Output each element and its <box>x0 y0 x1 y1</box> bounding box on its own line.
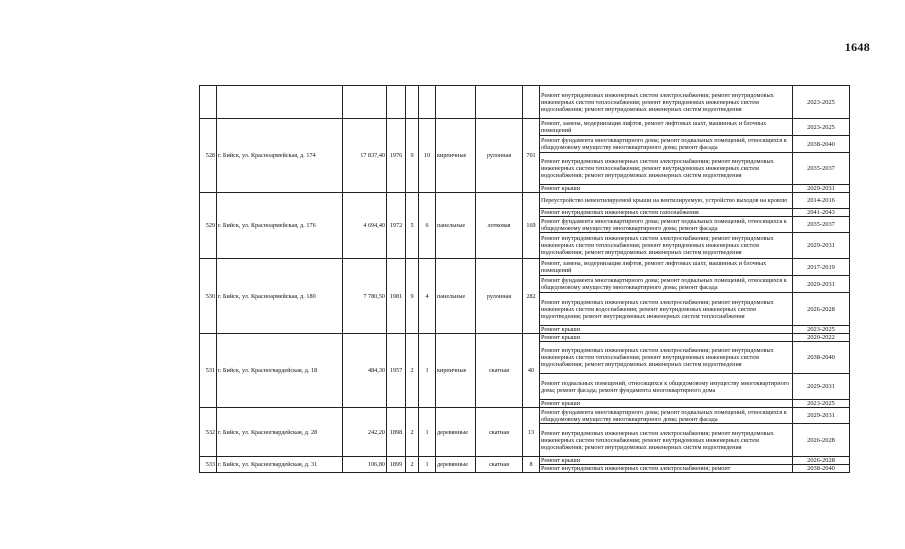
building-floors: 2 <box>406 334 419 408</box>
building-floors: 9 <box>406 259 419 334</box>
work-description: Ремонт крыши <box>540 334 793 342</box>
building-count: 282 <box>523 259 540 334</box>
table-row <box>200 119 850 136</box>
table-row <box>200 86 850 119</box>
building-entrances: 1 <box>419 334 436 408</box>
building-count: 701 <box>523 119 540 193</box>
work-description: Ремонт внутридомовых инженерных систем газоснабжения <box>540 209 793 217</box>
building-wall-material: кирпичные <box>436 119 476 193</box>
building-count: 169 <box>523 193 540 259</box>
work-description: Ремонт внутридомовых инженерных систем электроснабжения; ремонт внутридомовых инженерных систем теплоснабжения; ремонт внутридомовых инженерных систем водоснабжения; ремонт внутридомовых инженерных систем водоотведения <box>540 86 793 119</box>
work-years: 2029-2031 <box>793 408 850 424</box>
building-address: г. Бийск, ул. Красноармейская, д. 180 <box>217 259 343 334</box>
work-description: Ремонт внутридомовых инженерных систем электроснабжения; ремонт внутридомовых инженерных систем теплоснабжения; ремонт внутридомовых инженерных систем водоснабжения; ремонт внутридомовых инженерных систем водоотведения <box>540 233 793 259</box>
building-number: 531 <box>200 334 217 408</box>
building-roof-type: рулонная <box>476 259 523 334</box>
table-row <box>200 193 850 209</box>
work-description: Ремонт фундамента многоквартирного дома; ремонт подвальных помещений, относящихся к общедомовому имуществу многоквартирного дома; ремонт фасада <box>540 408 793 424</box>
work-description: Ремонт внутридомовых инженерных систем электроснабжения; ремонт внутридомовых инженерных систем теплоснабжения; ремонт внутридомовых инженерных систем водоснабжения; ремонт внутридомовых инженерных систем водоотведения <box>540 153 793 185</box>
work-years: 2026-2028 <box>793 293 850 326</box>
work-description: Ремонт, замена, модернизация лифтов, ремонт лифтовых шахт, машинных и блочных помещений <box>540 259 793 276</box>
table-row <box>200 408 850 424</box>
building-entrances: 4 <box>419 259 436 334</box>
building-count: 40 <box>523 334 540 408</box>
work-years: 2023-2025 <box>793 86 850 119</box>
page-number: 1648 <box>844 40 870 54</box>
empty-cell <box>200 86 217 119</box>
empty-cell <box>406 86 419 119</box>
building-wall-material: деревянные <box>436 408 476 457</box>
empty-cell <box>217 86 343 119</box>
building-year: 1899 <box>387 457 406 473</box>
building-floors: 9 <box>406 119 419 193</box>
work-years: 2038-2040 <box>793 465 850 473</box>
work-years: 2029-2031 <box>793 276 850 293</box>
capital-repair-table <box>199 85 850 473</box>
work-description: Ремонт фундамента многоквартирного дома; ремонт подвальных помещений, относящихся к общедомовому имуществу многоквартирного дома; ремонт фасада <box>540 136 793 153</box>
empty-cell <box>476 86 523 119</box>
building-number: 528 <box>200 119 217 193</box>
building-roof-type: скатная <box>476 334 523 408</box>
work-description: Ремонт внутридомовых инженерных систем электроснабжения; ремонт внутридомовых инженерных систем теплоснабжения; ремонт внутридомовых инженерных систем водоснабжения; ремонт внутридомовых инженерных систем водоотведения <box>540 342 793 374</box>
work-description: Ремонт крыши <box>540 400 793 408</box>
work-description: Ремонт внутридомовых инженерных систем электроснабжения; ремонт внутридомовых инженерных систем теплоснабжения; ремонт внутридомовых инженерных систем водоснабжения; ремонт внутридомовых инженерных систем водоотведения <box>540 424 793 457</box>
building-address: г. Бийск, ул. Красногвардейская, д. 18 <box>217 334 343 408</box>
building-wall-material: кирпичные <box>436 334 476 408</box>
empty-cell <box>343 86 387 119</box>
building-year: 1957 <box>387 334 406 408</box>
work-years: 2029-2031 <box>793 233 850 259</box>
building-area: 242,20 <box>343 408 387 457</box>
work-description: Ремонт фундамента многоквартирного дома; ремонт подвальных помещений, относящихся к общедомовому имуществу многоквартирного дома; ремонт фасада <box>540 217 793 233</box>
building-wall-material: деревянные <box>436 457 476 473</box>
building-area: 106,80 <box>343 457 387 473</box>
empty-cell <box>419 86 436 119</box>
work-description: Ремонт внутридомовых инженерных систем электроснабжения; ремонт внутридомовых инженерных систем водоснабжения; ремонт внутридомовых инженерных систем водоотведения; ремонт внутридомовых инженерных систем теплоснабжения <box>540 293 793 326</box>
building-count: 13 <box>523 408 540 457</box>
work-description: Ремонт, замена, модернизация лифтов, ремонт лифтовых шахт, машинных и блочных помещений <box>540 119 793 136</box>
building-roof-type: скатная <box>476 457 523 473</box>
building-wall-material: панельные <box>436 259 476 334</box>
building-number: 530 <box>200 259 217 334</box>
work-years: 2035-2037 <box>793 217 850 233</box>
work-years: 2023-2025 <box>793 119 850 136</box>
work-description: Ремонт крыши <box>540 457 793 465</box>
building-entrances: 6 <box>419 193 436 259</box>
building-entrances: 1 <box>419 408 436 457</box>
building-year: 1976 <box>387 119 406 193</box>
work-years: 2041-2043 <box>793 209 850 217</box>
building-address: г. Бийск, ул. Красногвардейская, д. 28 <box>217 408 343 457</box>
work-years: 2029-2031 <box>793 374 850 400</box>
empty-cell <box>523 86 540 119</box>
building-area: 7 780,50 <box>343 259 387 334</box>
work-years: 2023-2025 <box>793 326 850 334</box>
work-years: 2038-2040 <box>793 136 850 153</box>
building-number: 533 <box>200 457 217 473</box>
work-years: 2020-2022 <box>793 334 850 342</box>
empty-cell <box>436 86 476 119</box>
work-description: Ремонт фундамента многоквартирного дома; ремонт подвальных помещений, относящихся к общедомовому имуществу многоквартирного дома; ремонт фасада <box>540 276 793 293</box>
building-area: 484,30 <box>343 334 387 408</box>
building-number: 529 <box>200 193 217 259</box>
work-years: 2017-2019 <box>793 259 850 276</box>
table-row <box>200 334 850 342</box>
building-floors: 2 <box>406 457 419 473</box>
work-years: 2014-2016 <box>793 193 850 209</box>
building-number: 532 <box>200 408 217 457</box>
building-entrances: 1 <box>419 457 436 473</box>
building-area: 17 837,40 <box>343 119 387 193</box>
work-description: Ремонт крыши <box>540 326 793 334</box>
work-years: 2026-2028 <box>793 457 850 465</box>
building-floors: 2 <box>406 408 419 457</box>
work-years: 2038-2040 <box>793 342 850 374</box>
building-year: 1972 <box>387 193 406 259</box>
building-year: 1981 <box>387 259 406 334</box>
building-floors: 5 <box>406 193 419 259</box>
building-address: г. Бийск, ул. Красногвардейская, д. 31 <box>217 457 343 473</box>
table-row <box>200 457 850 465</box>
building-roof-type: скатная <box>476 408 523 457</box>
building-year: 1898 <box>387 408 406 457</box>
work-years: 2029-2031 <box>793 185 850 193</box>
building-entrances: 10 <box>419 119 436 193</box>
building-roof-type: лотковая <box>476 193 523 259</box>
building-roof-type: рулонная <box>476 119 523 193</box>
building-wall-material: панельные <box>436 193 476 259</box>
work-years: 2026-2028 <box>793 424 850 457</box>
building-address: г. Бийск, ул. Красноармейская, д. 176 <box>217 193 343 259</box>
table-row <box>200 259 850 276</box>
building-area: 4 694,40 <box>343 193 387 259</box>
work-years: 2023-2025 <box>793 400 850 408</box>
work-description: Ремонт крыши <box>540 185 793 193</box>
empty-cell <box>387 86 406 119</box>
work-description: Ремонт внутридомовых инженерных систем электроснабжения; ремонт <box>540 465 793 473</box>
work-years: 2035-2037 <box>793 153 850 185</box>
work-description: Переустройство невентилируемой крыши на вентилируемую, устройство выходов на кровлю <box>540 193 793 209</box>
work-description: Ремонт подвальных помещений, относящихся к общедомовому имуществу многоквартирного дома; ремонт фасада; ремонт фундамента многоквартирного дома <box>540 374 793 400</box>
building-count: 8 <box>523 457 540 473</box>
building-address: г. Бийск, ул. Красноармейская, д. 174 <box>217 119 343 193</box>
